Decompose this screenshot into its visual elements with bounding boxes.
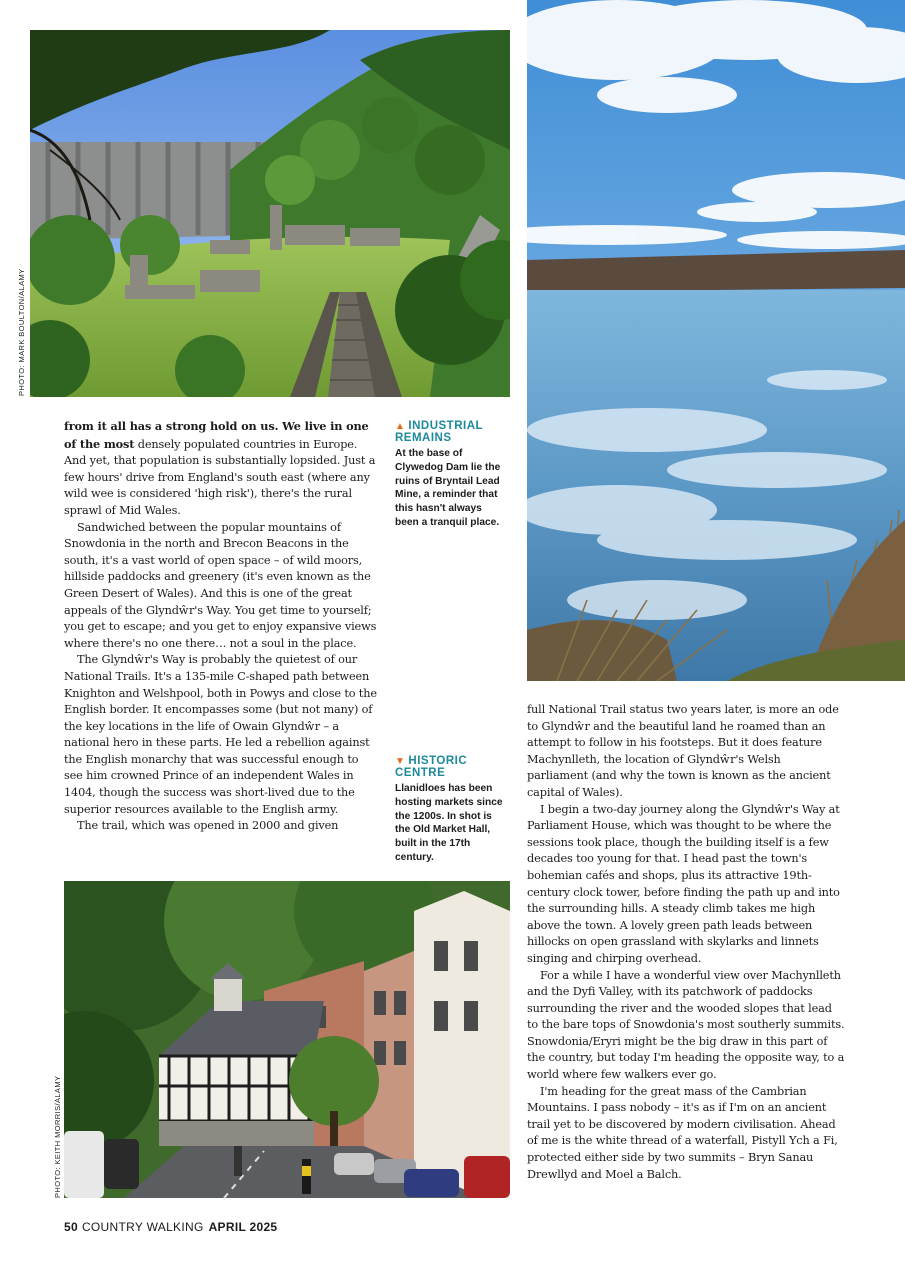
paragraph-8: I'm heading for the great mass of the Cambrian Mountains. I pass nobody – it's as if I'm on an ancient trail yet to be discovered by modern civilisation. Ahead of me is the white thread of a waterfall, Pistyll Ych a Fi, protected either side by two summits – Bryn Sanau Drewllyd and Moel a Balch. (527, 1084, 838, 1181)
caption-industrial-remains (395, 421, 507, 530)
article-column-1 (64, 418, 378, 835)
article-column-2 (527, 702, 845, 1183)
issue-date: APRIL 2025 (208, 1220, 278, 1234)
caption-text: At the base of Clywedog Dam lie the ruins of Bryntail Lead Mine, a reminder that this hasn't always been a tranquil place. (395, 448, 501, 528)
paragraph-1-text: densely populated countries in Europe. And yet, that population is substantially lopsided. Just a few hours' drive from England's south east (where any wild wee is considered 'high risk'), there's the rural sprawl of Mid Wales. (64, 437, 376, 517)
photo-credit-bottom: PHOTO: KEITH MORRIS/ALAMY (53, 1075, 62, 1198)
lead-in: from it all has a strong hold on us. We live in one of the most (64, 419, 369, 451)
paragraph-5: full National Trail status two years later, is more an ode to Glyndŵr and the beautiful land he roamed than an attempt to follow in his footsteps. But it does feature Machynlleth, the location of Glyndŵr's Welsh parliament (and why the town is known as the ancient capital of Wales). (527, 703, 839, 799)
photo-llanidloes-market-hall (64, 881, 510, 1198)
paragraph-4: The trail, which was opened in 2000 and given (77, 819, 339, 833)
paragraph-6: I begin a two-day journey along the Glyndŵr's Way at Parliament House, which was thought to be where the sessions took place, though the building itself is a few decades too young for that. I head past the town's bohemian cafés and shops, plus its attractive 19th-century clock tower, before finding the path up and into the surrounding hills. A steady climb takes me high above the town. A lovely green path leads between hillocks on open grassland with skylarks and linnets singing and chirping overhead. (527, 802, 840, 965)
triangle-up-icon: ▲ (395, 421, 406, 432)
caption-title: ▲ INDUSTRIAL REMAINS (395, 420, 483, 444)
page-footer (64, 1220, 277, 1234)
triangle-down-icon: ▼ (395, 756, 406, 767)
photo-credit-top: PHOTO: MARK BOULTON/ALAMY (17, 268, 26, 396)
caption-historic-centre (395, 756, 507, 865)
paragraph-7: For a while I have a wonderful view over Machynlleth and the Dyfi Valley, with its patchwork of paddocks surrounding the river and the wooded slopes that lead to the bare tops of Snowdonia's most southerly summits. Snowdonia/Eryri might be the big draw in this part of the country, but today I'm heading the opposite way, to a world where few walkers ever go. (527, 968, 845, 1082)
magazine-name: COUNTRY WALKING (81, 1220, 204, 1234)
paragraph-2: Sandwiched between the popular mountains of Snowdonia in the north and Brecon Beacons in the south, it's a vast world of open space – of wild moors, hillside paddocks and greenery (it's even known as the Green Desert of Wales). And this is one of the great appeals of the Glyndŵr's Way. You get time to yourself; you get to escape; and you get to enjoy expansive views where there's no one there… not a soul in the place. (64, 520, 377, 650)
photo-bryntail-mine (30, 30, 510, 397)
page-number: 50 (64, 1220, 78, 1234)
paragraph-3: The Glyndŵr's Way is probably the quietest of our National Trails. It's a 135-mile C-shaped path between Knighton and Welshpool, both in Powys and close to the English border. It encompasses some (but not many) of the key locations in the life of Owain Glyndŵr – a national hero in these parts. He led a rebellion against the English monarchy that was successful enough to see him crowned Prince of an independent Wales in 1404, though the success was short-lived due to the superior resources available to the English army. (64, 653, 377, 816)
photo-moorland-lake (527, 0, 905, 681)
paragraph-1 (64, 418, 378, 520)
caption-text: Llanidloes has been hosting markets since the 1200s. In shot is the Old Market Hall, built in the 17th century. (395, 783, 503, 863)
caption-title: ▼ HISTORIC CENTRE (395, 755, 468, 779)
